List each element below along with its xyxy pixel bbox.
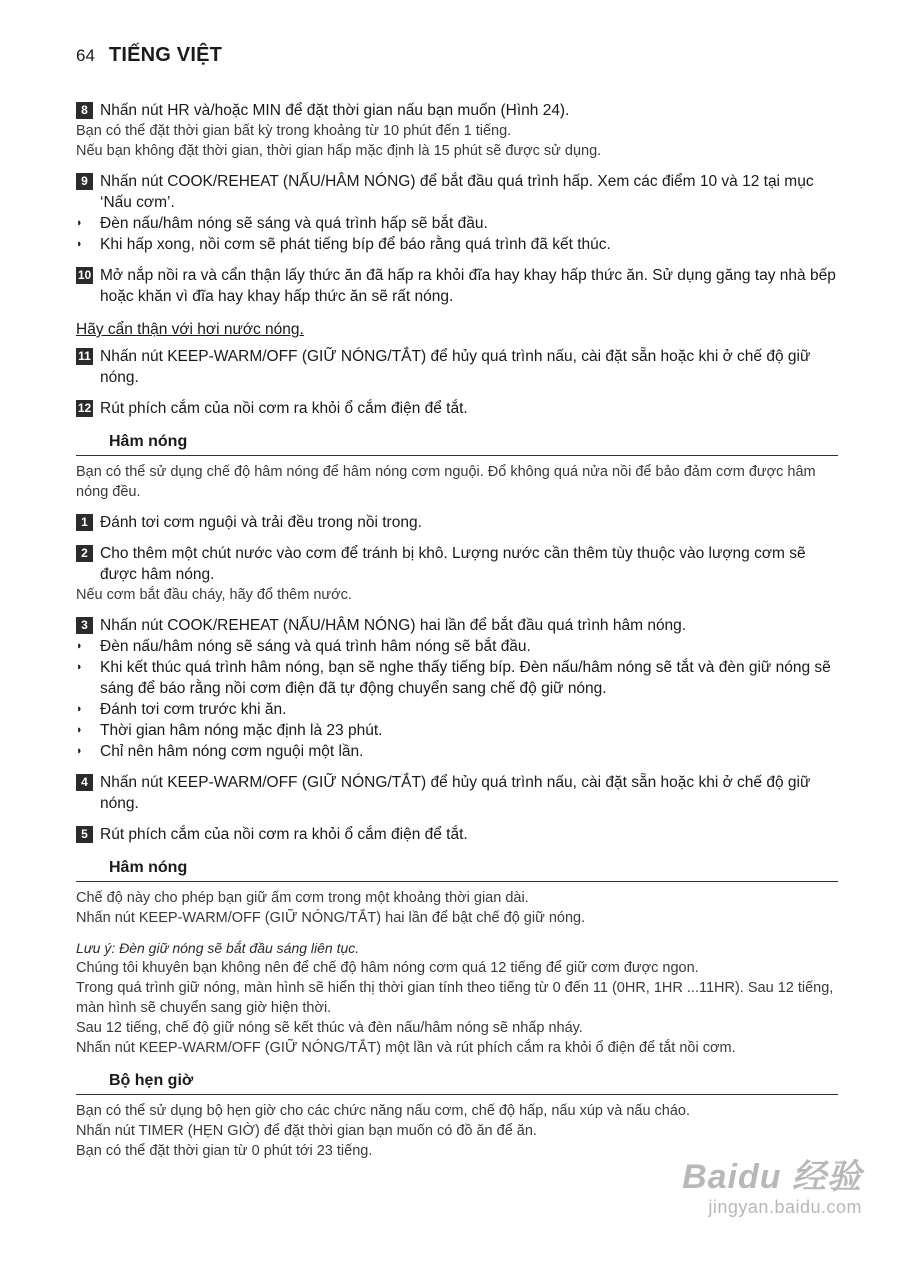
watermark-logo: Baidu 经验 <box>682 1158 862 1196</box>
arrow-bullet-icon: ◗ <box>76 238 83 250</box>
step-8 <box>76 100 838 121</box>
step-text: Cho thêm một chút nước vào cơm để tránh bị khô. Lượng nước cần thêm tùy thuộc vào lượng cơm sẽ được hâm nóng. <box>100 545 806 583</box>
bullet-text: Chỉ nên hâm nóng cơm nguội một lần. <box>100 743 364 760</box>
warning-text: Hãy cẩn thận với hơi nước nóng. <box>76 321 304 338</box>
step-number-badge: 1 <box>76 514 93 531</box>
page-number: 64 <box>76 46 95 65</box>
bullet-text: Đèn nấu/hâm nóng sẽ sáng và quá trình hâm nóng sẽ bắt đầu. <box>100 638 531 655</box>
result-bullet <box>76 636 838 657</box>
step-number-badge: 10 <box>77 268 92 282</box>
step-text: Đánh tơi cơm nguội và trải đều trong nồi trong. <box>100 514 422 531</box>
bullet-text: Đèn nấu/hâm nóng sẽ sáng và quá trình hấp sẽ bắt đầu. <box>100 215 488 232</box>
timer-para: Bạn có thể đặt thời gian từ 0 phút tới 23 tiếng. <box>76 1143 373 1159</box>
arrow-bullet-icon: ◗ <box>76 703 83 715</box>
step-text: Nhấn nút KEEP-WARM/OFF (GIỮ NÓNG/TẮT) để hủy quá trình nấu, cài đặt sẵn hoặc khi ở chế độ giữ nóng. <box>100 774 811 812</box>
reheat-step-5 <box>76 824 838 845</box>
keepwarm-para: Nhấn nút KEEP-WARM/OFF (GIỮ NÓNG/TẮT) hai lần để bật chế độ giữ nóng. <box>76 910 586 926</box>
step-note: Nếu cơm bắt đầu cháy, hãy đổ thêm nước. <box>76 587 352 603</box>
keepwarm-para: Nhấn nút KEEP-WARM/OFF (GIỮ NÓNG/TẮT) một lần và rút phích cắm ra khỏi ổ điện để tắt nồi cơm. <box>76 1040 736 1056</box>
bullet-text: Thời gian hâm nóng mặc định là 23 phút. <box>100 722 383 739</box>
timer-heading: Bộ hẹn giờ <box>76 1070 838 1095</box>
arrow-bullet-icon: ◗ <box>76 640 83 652</box>
timer-para: Bạn có thể sử dụng bộ hẹn giờ cho các chức năng nấu cơm, chế độ hấp, nấu xúp và nấu cháo. <box>76 1103 691 1119</box>
reheat-step-2 <box>76 543 838 585</box>
keepwarm-para: Chế độ này cho phép bạn giữ ấm cơm trong một khoảng thời gian dài. <box>76 890 529 906</box>
keepwarm-heading: Hâm nóng <box>76 857 838 882</box>
reheat-step-4 <box>76 772 838 814</box>
arrow-bullet-icon: ◗ <box>76 661 83 673</box>
result-bullet <box>76 699 838 720</box>
reheat-step-3 <box>76 615 838 636</box>
step-number-badge: 9 <box>76 173 93 190</box>
watermark-url: jingyan.baidu.com <box>708 1197 862 1217</box>
step-9 <box>76 171 838 213</box>
keepwarm-para: Trong quá trình giữ nóng, màn hình sẽ hiển thị thời gian tính theo tiếng từ 0 đến 11 (0HR, 1HR ...11HR). Sau 12 tiếng, màn hình sẽ chuyển sang giờ hiện thời. <box>76 980 834 1016</box>
result-bullet <box>76 720 838 741</box>
step-note: Bạn có thể đặt thời gian bất kỳ trong khoảng từ 10 phút đến 1 tiếng. <box>76 123 512 139</box>
step-11 <box>76 346 838 388</box>
step-note: Nếu bạn không đặt thời gian, thời gian hấp mặc định là 15 phút sẽ được sử dụng. <box>76 143 602 159</box>
reheat-step-1 <box>76 512 838 533</box>
keepwarm-para: Chúng tôi khuyên bạn không nên để chế độ hâm nóng cơm quá 12 tiếng để giữ cơm được ngon. <box>76 960 699 976</box>
arrow-bullet-icon: ◗ <box>76 745 83 757</box>
step-number-badge: 8 <box>76 102 93 119</box>
step-number-badge: 2 <box>76 545 93 562</box>
arrow-bullet-icon: ◗ <box>76 724 83 736</box>
step-text: Nhấn nút HR và/hoặc MIN để đặt thời gian nấu bạn muốn (Hình 24). <box>100 102 570 119</box>
result-bullet <box>76 741 838 762</box>
step-text: Rút phích cắm của nồi cơm ra khỏi ổ cắm điện để tắt. <box>100 826 468 843</box>
step-text: Rút phích cắm của nồi cơm ra khỏi ổ cắm điện để tắt. <box>100 400 468 417</box>
page-content <box>76 100 838 1161</box>
reheat-intro: Bạn có thể sử dụng chế độ hâm nóng để hâm nóng cơm nguội. Đổ không quá nửa nồi để bảo đảm cơm được hâm nóng đều. <box>76 464 816 500</box>
page-header <box>76 44 222 67</box>
bullet-text: Khi hấp xong, nồi cơm sẽ phát tiếng bíp để báo rằng quá trình đã kết thúc. <box>100 236 611 253</box>
step-number-badge: 12 <box>77 401 92 415</box>
language-title: TIẾNG VIỆT <box>108 44 223 66</box>
step-number-badge: 4 <box>76 774 93 791</box>
arrow-bullet-icon: ◗ <box>76 217 83 229</box>
step-number-badge: 11 <box>76 348 93 365</box>
step-number-badge: 5 <box>76 826 93 843</box>
timer-para: Nhấn nút TIMER (HẸN GIỜ) để đặt thời gian bạn muốn có đồ ăn để ăn. <box>76 1123 537 1139</box>
step-10 <box>76 265 838 307</box>
result-bullet <box>76 213 838 234</box>
baidu-watermark <box>682 1158 862 1218</box>
result-bullet <box>76 234 838 255</box>
keepwarm-note: Lưu ý: Đèn giữ nóng sẽ bắt đầu sáng liên tục. <box>76 940 360 956</box>
bullet-text: Đánh tơi cơm trước khi ăn. <box>100 701 287 718</box>
keepwarm-para: Sau 12 tiếng, chế độ giữ nóng sẽ kết thúc và đèn nấu/hâm nóng sẽ nhấp nháy. <box>76 1020 583 1036</box>
step-text: Nhấn nút KEEP-WARM/OFF (GIỮ NÓNG/TẮT) để hủy quá trình nấu, cài đặt sẵn hoặc khi ở chế độ giữ nóng. <box>100 348 811 386</box>
bullet-text: Khi kết thúc quá trình hâm nóng, bạn sẽ nghe thấy tiếng bíp. Đèn nấu/hâm nóng sẽ tắt và đèn giữ nóng sẽ sáng để báo rằng nồi cơm điện đã tự động chuyển sang chế độ giữ nóng. <box>100 659 831 697</box>
result-bullet <box>76 657 838 699</box>
step-text: Nhấn nút COOK/REHEAT (NẤU/HÂM NÓNG) hai lần để bắt đầu quá trình hâm nóng. <box>100 617 687 634</box>
reheat-heading: Hâm nóng <box>76 431 838 456</box>
step-12 <box>76 398 838 419</box>
step-number-badge: 3 <box>76 617 93 634</box>
step-text: Nhấn nút COOK/REHEAT (NẤU/HÂM NÓNG) để bắt đầu quá trình hấp. Xem các điểm 10 và 12 tại mục ‘Nấu cơm’. <box>100 173 814 211</box>
step-text: Mở nắp nồi ra và cẩn thận lấy thức ăn đã hấp ra khỏi đĩa hay khay hấp thức ăn. Sử dụng găng tay nhà bếp hoặc khăn vì đĩa hay khay hấp thức ăn sẽ rất nóng. <box>100 267 836 305</box>
